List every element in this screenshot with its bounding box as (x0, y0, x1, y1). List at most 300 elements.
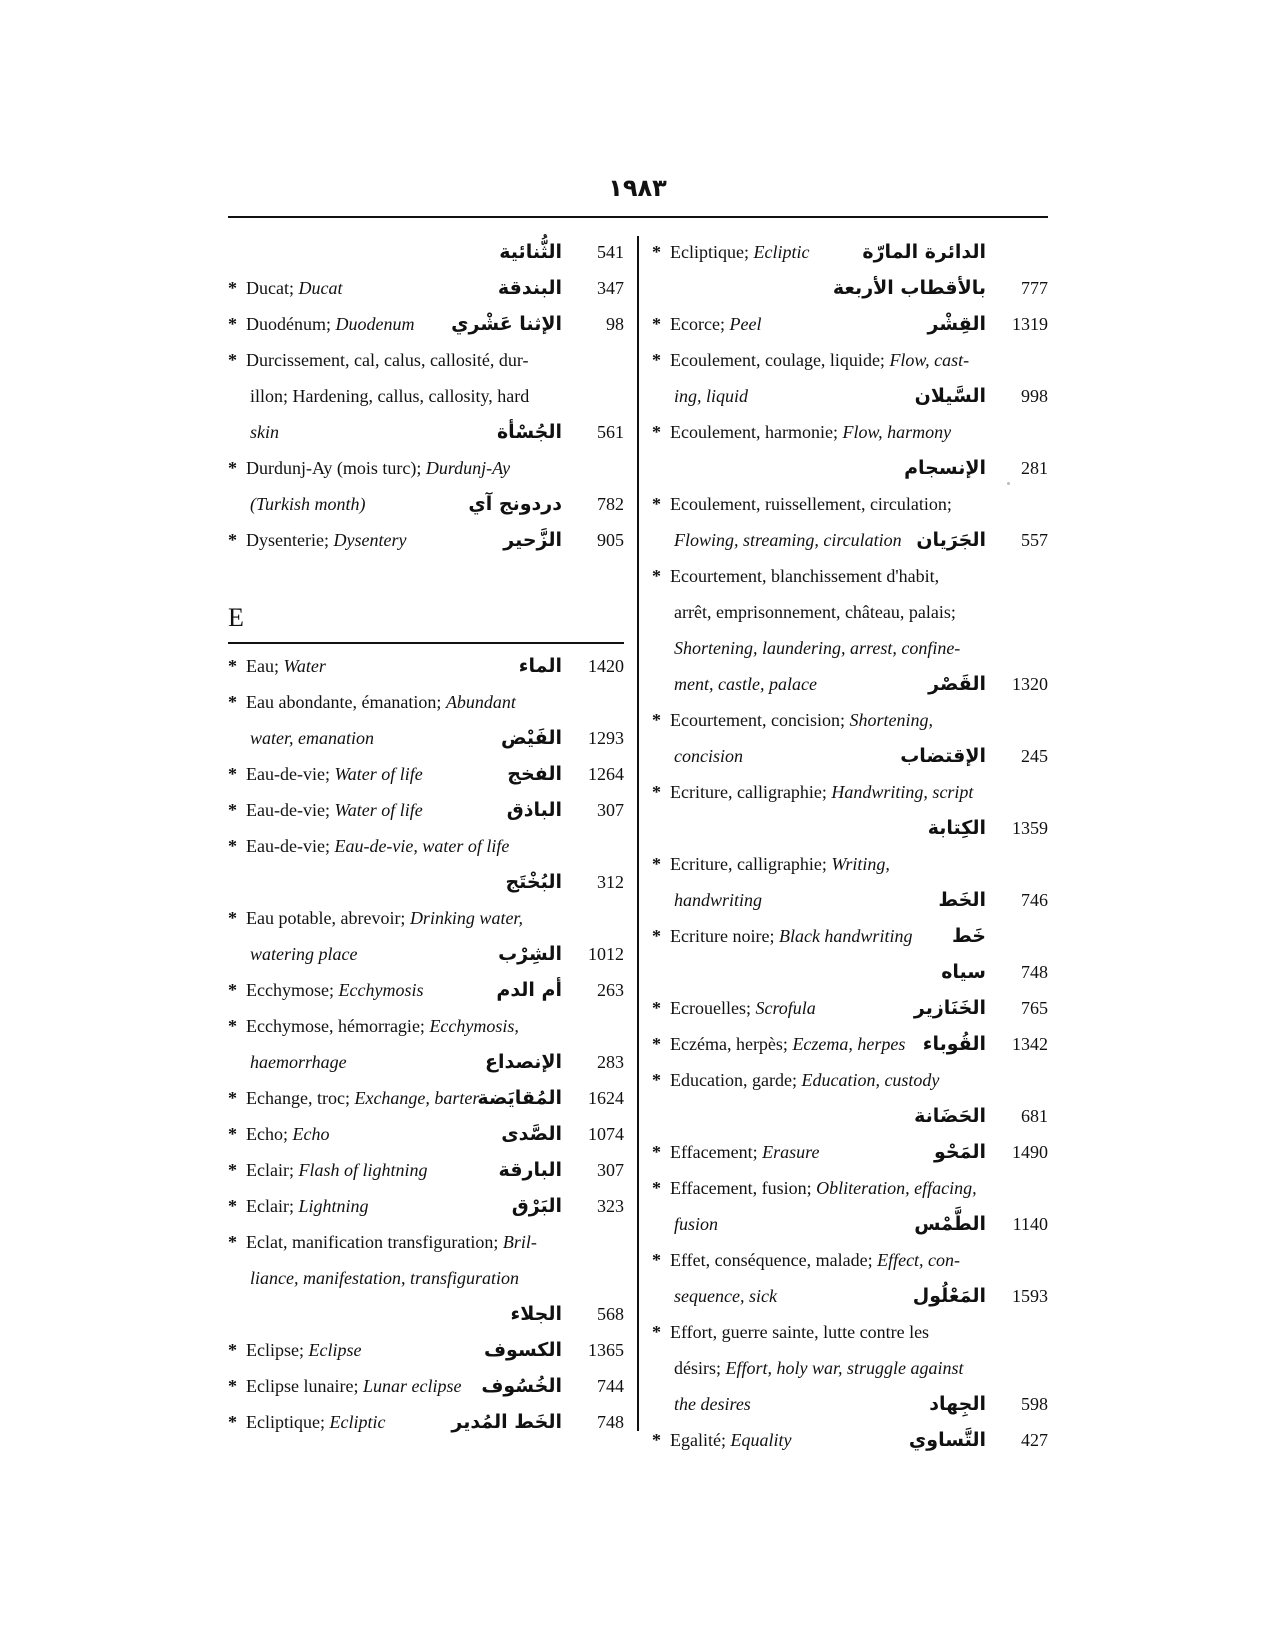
entry-line (652, 1062, 1048, 1098)
entry-line (228, 1116, 624, 1152)
french-term: Dysenterie; (246, 530, 329, 550)
entry-number: 905 (597, 530, 624, 550)
entry-line (652, 810, 1048, 846)
dictionary-entry (228, 1404, 624, 1440)
english-term: Shortening, laundering, arrest, confine- (674, 638, 961, 658)
entry-number: 557 (1021, 530, 1048, 550)
arabic-term: الحَضَانة (914, 1105, 986, 1127)
entry-text (228, 756, 423, 792)
english-term: liance, manifestation, transfiguration (250, 1268, 519, 1288)
entry-line (652, 1170, 1048, 1206)
french-term: Effort, guerre sainte, lutte contre les (670, 1322, 930, 1342)
english-term: Durdunj-Ay (425, 458, 511, 478)
right-column (652, 234, 1048, 1458)
dictionary-entry (652, 918, 1048, 990)
dictionary-entry (652, 1422, 1048, 1458)
entry-number: 1490 (1012, 1142, 1048, 1162)
dictionary-entry (228, 828, 624, 900)
entry-number: 748 (1021, 962, 1048, 982)
entry-line (652, 846, 1048, 882)
entry-line (228, 864, 624, 900)
entry-text (652, 234, 809, 270)
entry-number: 998 (1021, 386, 1048, 406)
arabic-term: الخُسُوف (481, 1375, 562, 1397)
entry-number: 1264 (588, 764, 624, 784)
french-term: Durdunj-Ay (mois turc); (246, 458, 422, 478)
entry-number: 312 (597, 872, 624, 892)
entry-text (652, 702, 933, 738)
arabic-term: القَصْر (928, 673, 986, 695)
english-term: water, emanation (250, 728, 374, 748)
english-term: Flow, harmony (842, 422, 952, 442)
entry-text (652, 1350, 964, 1386)
page-number: ١٩٨٣ (608, 174, 667, 202)
entry-text (652, 630, 960, 666)
arabic-term: الخَط المُدير (451, 1411, 562, 1433)
entry-number: 98 (606, 314, 624, 334)
french-term: Ecchymose; (246, 980, 334, 1000)
dictionary-entry (228, 270, 624, 306)
entry-text (652, 990, 816, 1026)
asterisk-marker: * (652, 242, 661, 262)
entry-number: 541 (597, 242, 624, 262)
arabic-term: خَط (951, 925, 986, 947)
entry-line (228, 936, 624, 972)
entry-text (652, 414, 951, 450)
entry-line (652, 378, 1048, 414)
french-term: Eau; (246, 656, 279, 676)
english-term: Eczema, herpes (792, 1034, 906, 1054)
french-term: Echange, troc; (246, 1088, 350, 1108)
english-term: Effort, holy war, struggle against (725, 1358, 964, 1378)
entry-text (228, 720, 374, 756)
arabic-term: الإثنا عَشْري (451, 313, 562, 335)
arabic-term: البارقة (498, 1159, 562, 1181)
entry-text (652, 1206, 718, 1242)
asterisk-marker: * (228, 1340, 237, 1360)
entry-number: 1593 (1012, 1286, 1048, 1306)
french-term: Ecliptique; (246, 1412, 325, 1432)
french-term: Eau abondante, émanation; (246, 692, 442, 712)
english-term: Erasure (762, 1142, 820, 1162)
entry-text (652, 1278, 777, 1314)
english-term: Drinking water, (409, 908, 523, 928)
english-term: Flowing, streaming, circulation (674, 530, 902, 550)
entry-number: 1624 (588, 1088, 624, 1108)
entry-number: 1342 (1012, 1034, 1048, 1054)
dictionary-entry (652, 414, 1048, 486)
entry-line (652, 1098, 1048, 1134)
dictionary-entry (652, 774, 1048, 846)
entry-text (652, 1314, 929, 1350)
french-term: Egalité; (670, 1430, 726, 1450)
e-entries-left (228, 648, 624, 1440)
asterisk-marker: * (652, 566, 661, 586)
french-term: Ecchymose, hémorragie; (246, 1016, 425, 1036)
english-term: Ecliptic (753, 242, 810, 262)
asterisk-marker: * (652, 422, 661, 442)
arabic-term: الطَّمْس (914, 1213, 986, 1235)
entry-text (228, 1188, 369, 1224)
dictionary-entry (228, 306, 624, 342)
dictionary-entry (652, 558, 1048, 702)
arabic-term-continued: بالأقطاب الأربعة (832, 277, 986, 299)
english-term: Water of life (334, 800, 423, 820)
entry-line (228, 1188, 624, 1224)
entry-text (652, 846, 890, 882)
entry-text (652, 882, 762, 918)
french-term: Effet, conséquence, malade; (670, 1250, 873, 1270)
asterisk-marker: * (652, 314, 661, 334)
dictionary-entry (652, 702, 1048, 774)
entry-number: 1420 (588, 656, 624, 676)
asterisk-marker: * (228, 1088, 237, 1108)
asterisk-marker: * (228, 692, 237, 712)
arabic-term: البندقة (497, 277, 562, 299)
entry-line (652, 1242, 1048, 1278)
english-term: Handwriting, script (831, 782, 974, 802)
english-term: the desires (674, 1394, 751, 1414)
entry-text (228, 792, 423, 828)
asterisk-marker: * (228, 1124, 237, 1144)
entry-text (228, 1008, 519, 1044)
arabic-term: الإقتضاب (900, 745, 986, 767)
entry-text (228, 1152, 428, 1188)
asterisk-marker: * (652, 494, 661, 514)
entry-line (228, 1368, 624, 1404)
french-term: Eclat, manification transfiguration; (246, 1232, 499, 1252)
dictionary-entry (228, 756, 624, 792)
entry-text (228, 1404, 385, 1440)
entry-text (652, 738, 743, 774)
french-term: Eau-de-vie; (246, 800, 330, 820)
entry-line (228, 648, 624, 684)
entry-line (228, 1404, 624, 1440)
english-term: Water of life (334, 764, 423, 784)
english-term: Exchange, barter (354, 1088, 480, 1108)
french-term: Ecriture, calligraphie; (670, 782, 827, 802)
asterisk-marker: * (228, 1412, 237, 1432)
entry-line (652, 522, 1048, 558)
english-term: ment, castle, palace (674, 674, 817, 694)
french-term: Duodénum; (246, 314, 331, 334)
entry-line (652, 450, 1048, 486)
section-letter-heading: E (228, 603, 244, 632)
english-term: Bril- (502, 1232, 537, 1252)
entry-number: 1319 (1012, 314, 1048, 334)
entry-text (652, 1026, 905, 1062)
arabic-term: القِشْر (927, 313, 986, 335)
arabic-term: الصَّدى (501, 1123, 562, 1145)
entry-number: 568 (597, 1304, 624, 1324)
entry-line (228, 1332, 624, 1368)
entry-line (652, 234, 1048, 270)
arabic-term: دردونج آي (468, 493, 562, 515)
entry-number: 744 (597, 1376, 624, 1396)
french-term: Eclair; (246, 1196, 294, 1216)
entry-number: 1074 (588, 1124, 624, 1144)
asterisk-marker: * (228, 1160, 237, 1180)
entry-number: 1012 (588, 944, 624, 964)
asterisk-marker: * (228, 458, 237, 478)
entry-number: 782 (597, 494, 624, 514)
entry-text (228, 1368, 461, 1404)
asterisk-marker: * (228, 764, 237, 784)
entry-text (652, 342, 969, 378)
dictionary-entry (228, 648, 624, 684)
column-divider (637, 236, 639, 1431)
dictionary-entry (228, 1152, 624, 1188)
entry-line (228, 1008, 624, 1044)
arabic-term: الإنصداع (485, 1051, 562, 1073)
french-term: désirs; (674, 1358, 721, 1378)
entry-text (652, 486, 952, 522)
entry-number: 281 (1021, 458, 1048, 478)
asterisk-marker: * (228, 1376, 237, 1396)
asterisk-marker: * (652, 1034, 661, 1054)
entry-line (652, 558, 1048, 594)
entry-line (652, 1386, 1048, 1422)
entry-text (652, 522, 902, 558)
asterisk-marker: * (652, 710, 661, 730)
french-term: Ecliptique; (670, 242, 749, 262)
dictionary-entry (228, 972, 624, 1008)
arabic-term: الزَّحير (503, 529, 562, 551)
entry-number: 347 (597, 278, 624, 298)
entry-text (228, 648, 326, 684)
entry-number: 307 (597, 800, 624, 820)
english-term: fusion (674, 1214, 719, 1234)
french-term: Echo; (246, 1124, 288, 1144)
french-term: Effacement, fusion; (670, 1178, 812, 1198)
english-term: Eclipse (308, 1340, 362, 1360)
entry-line (228, 1152, 624, 1188)
entry-line (652, 486, 1048, 522)
arabic-term: التَّساوي (908, 1429, 986, 1451)
entry-number: 748 (597, 1412, 624, 1432)
asterisk-marker: * (652, 1322, 661, 1342)
english-term: Duodenum (335, 314, 415, 334)
entry-line (652, 918, 1048, 954)
english-term: Obliteration, effacing, (816, 1178, 977, 1198)
french-term: Ecriture, calligraphie; (670, 854, 827, 874)
english-term: Echo (292, 1124, 330, 1144)
asterisk-marker: * (228, 1232, 237, 1252)
asterisk-marker: * (228, 656, 237, 676)
english-term: Ducat (298, 278, 343, 298)
entry-line (652, 1278, 1048, 1314)
entry-number: 245 (1021, 746, 1048, 766)
entry-number: 598 (1021, 1394, 1048, 1414)
asterisk-marker: * (652, 1178, 661, 1198)
asterisk-marker: * (652, 1430, 661, 1450)
entry-number: 323 (597, 1196, 624, 1216)
dictionary-entry (228, 1116, 624, 1152)
english-term: haemorrhage (250, 1052, 347, 1072)
english-term: Scrofula (755, 998, 816, 1018)
entry-number: 765 (1021, 998, 1048, 1018)
entry-line (228, 1260, 624, 1296)
entry-text (652, 1422, 791, 1458)
entry-line (652, 414, 1048, 450)
entry-number: 1293 (588, 728, 624, 748)
english-term: Ecchymosis, (429, 1016, 519, 1036)
entry-line (652, 306, 1048, 342)
entry-number: 1140 (1012, 1214, 1048, 1234)
entry-line (228, 720, 624, 756)
entry-line (228, 1044, 624, 1080)
entry-number: 283 (597, 1052, 624, 1072)
english-term: Water (283, 656, 326, 676)
entry-text (652, 558, 939, 594)
english-term: concision (674, 746, 743, 766)
entry-line (228, 1296, 624, 1332)
french-term: Eczéma, herpès; (670, 1034, 788, 1054)
english-term: Black handwriting (778, 926, 913, 946)
asterisk-marker: * (228, 350, 237, 370)
entry-text (652, 1170, 977, 1206)
dictionary-entry (228, 234, 624, 270)
entry-number: 746 (1021, 890, 1048, 910)
arabic-term: الفخج (507, 763, 562, 785)
entry-text (652, 1242, 960, 1278)
arabic-term: الجَرَيان (916, 529, 986, 551)
entry-text (652, 1386, 751, 1422)
english-term: ing, liquid (674, 386, 749, 406)
arabic-term: الكِتابة (927, 817, 986, 839)
entry-line (652, 630, 1048, 666)
dictionary-entry (228, 900, 624, 972)
asterisk-marker: * (228, 530, 237, 550)
arabic-term: الفَيْض (501, 727, 562, 749)
entry-number: 777 (1021, 278, 1048, 298)
entry-line (228, 1080, 624, 1116)
arabic-term: الجِهاد (929, 1393, 986, 1415)
asterisk-marker: * (652, 854, 661, 874)
entry-line (652, 738, 1048, 774)
french-term: Ecourtement, concision; (670, 710, 845, 730)
arabic-term: الخَط (938, 889, 986, 911)
arabic-term: الدائرة المارّة (862, 241, 986, 263)
entry-line (652, 342, 1048, 378)
entry-text (652, 1134, 819, 1170)
entry-text (228, 1260, 519, 1296)
arabic-term: الباذق (506, 799, 562, 821)
entry-text (652, 306, 761, 342)
french-term: Eau-de-vie; (246, 836, 330, 856)
left-column (228, 234, 624, 1440)
continuation-line: illon; Hardening, callus, callosity, hard (250, 386, 530, 406)
arabic-term: السَّيلان (914, 385, 986, 407)
french-term: Eclipse lunaire; (246, 1376, 359, 1396)
entry-text (228, 1224, 537, 1260)
asterisk-marker: * (228, 800, 237, 820)
entry-text (228, 1080, 479, 1116)
french-term: Ecoulement, harmonie; (670, 422, 838, 442)
entry-text (652, 774, 973, 810)
asterisk-marker: * (652, 350, 661, 370)
entry-text (228, 936, 357, 972)
asterisk-marker: * (228, 908, 237, 928)
entry-text (228, 1332, 361, 1368)
arabic-term: الإنسجام (904, 457, 986, 479)
french-term: Ecoulement, coulage, liquide; (670, 350, 885, 370)
dictionary-entry (228, 1224, 624, 1332)
entry-number: 307 (597, 1160, 624, 1180)
entry-text (228, 1044, 347, 1080)
dictionary-entry (228, 342, 624, 450)
arabic-term-continued: سياه (941, 961, 986, 983)
entry-number: 681 (1021, 1106, 1048, 1126)
arabic-term: القُوباء (922, 1033, 986, 1055)
french-term: Eau potable, abrevoir; (246, 908, 406, 928)
english-term: watering place (250, 944, 358, 964)
entry-line (652, 990, 1048, 1026)
french-term: Eclipse; (246, 1340, 304, 1360)
arabic-term: الشِرْب (498, 943, 562, 965)
asterisk-marker: * (228, 980, 237, 1000)
entry-line (228, 900, 624, 936)
entry-text (228, 1116, 329, 1152)
entry-line (652, 702, 1048, 738)
dictionary-entry (228, 792, 624, 828)
entry-text (228, 900, 523, 936)
dictionary-entry (652, 846, 1048, 918)
entry-line (652, 594, 1048, 630)
dictionary-entry (228, 1188, 624, 1224)
english-term: Equality (730, 1430, 792, 1450)
asterisk-marker: * (228, 278, 237, 298)
entry-line (652, 1026, 1048, 1062)
entry-number: 561 (597, 422, 624, 442)
english-term: Education, custody (801, 1070, 940, 1090)
arabic-term: أم الدم (496, 979, 562, 1001)
entry-line (652, 666, 1048, 702)
english-term: Dysentery (333, 530, 407, 550)
entry-text (652, 918, 912, 954)
dictionary-entry (228, 450, 624, 522)
arabic-term: البُخْتَج (505, 871, 562, 893)
section-rule (228, 642, 624, 644)
arabic-term: الماء (518, 655, 562, 677)
dictionary-entry (228, 1368, 624, 1404)
arabic-term: الجلاء (510, 1303, 562, 1325)
asterisk-marker: * (228, 1016, 237, 1036)
english-term: sequence, sick (674, 1286, 777, 1306)
english-term: (Turkish month) (250, 494, 366, 514)
asterisk-marker: * (228, 1196, 237, 1216)
entry-text (228, 684, 516, 720)
entry-line (652, 774, 1048, 810)
asterisk-marker: * (652, 926, 661, 946)
dictionary-entry (228, 1080, 624, 1116)
english-term: Ecchymosis (338, 980, 424, 1000)
asterisk-marker: * (228, 314, 237, 334)
english-term: Flow, cast- (889, 350, 970, 370)
dictionary-entry (652, 1314, 1048, 1422)
french-term: Eclair; (246, 1160, 294, 1180)
dictionary-entry (652, 306, 1048, 342)
french-term: Ducat; (246, 278, 294, 298)
dictionary-entry (652, 990, 1048, 1026)
entry-number: 427 (1021, 1430, 1048, 1450)
arabic-term: الكسوف (483, 1339, 562, 1361)
entry-text (228, 972, 423, 1008)
english-term: Writing, (831, 854, 890, 874)
dictionary-entry (228, 522, 624, 558)
entry-number: 1359 (1012, 818, 1048, 838)
entry-text (652, 666, 817, 702)
